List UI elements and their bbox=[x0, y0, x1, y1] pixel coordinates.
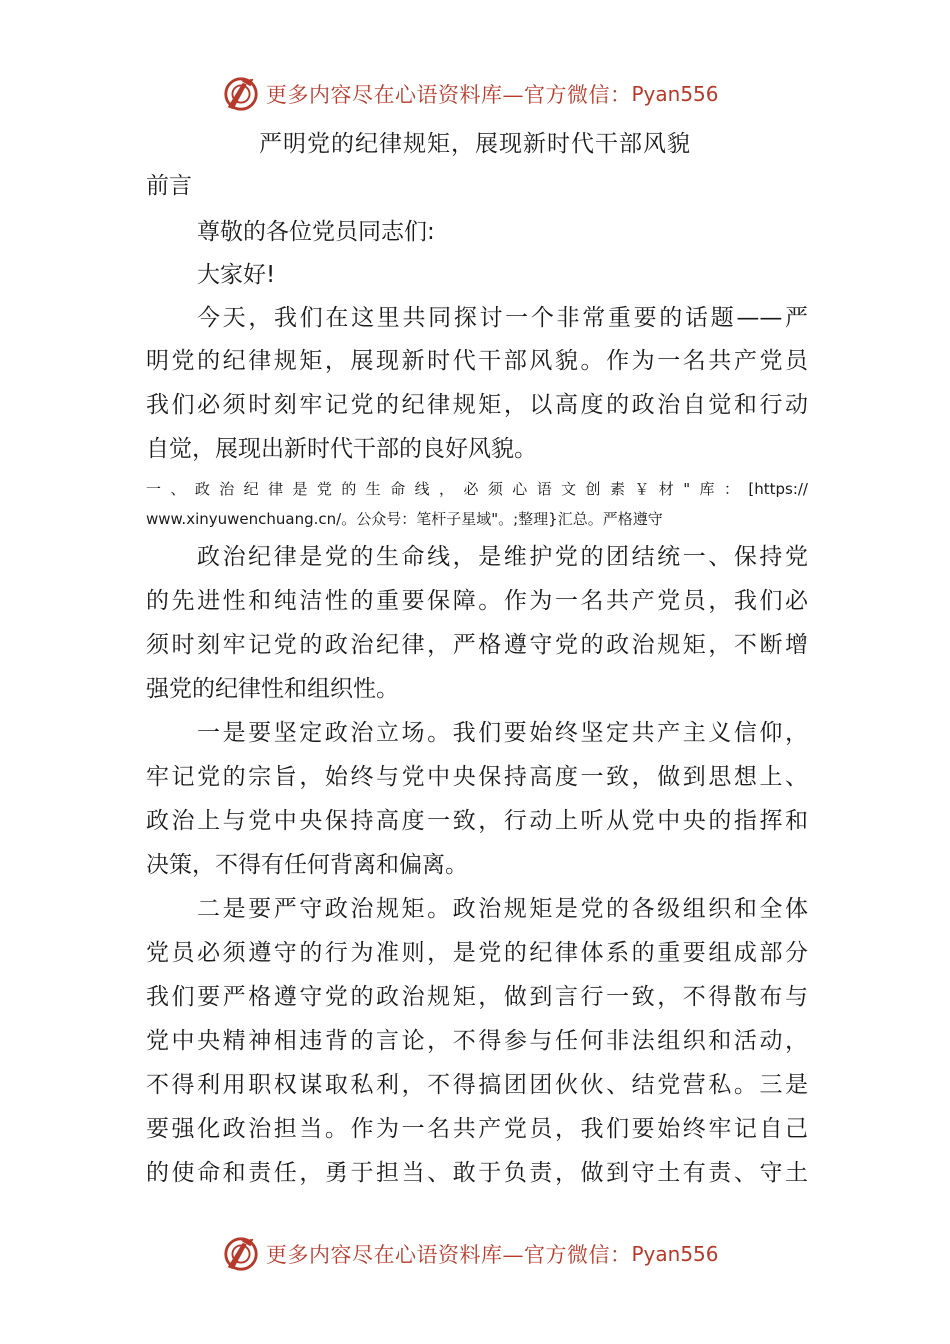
body-line: 今天，我们在这里共同探讨一个非常重要的话题——严 bbox=[197, 305, 808, 331]
salutation: 尊敬的各位党员同志们: bbox=[197, 219, 435, 245]
greeting: 大家好! bbox=[197, 262, 276, 288]
section-heading-line: www.xinyuwenchuang.cn/。公众号：笔杆子星域"。;整理}汇总。严格遵守 bbox=[146, 510, 663, 528]
document-title: 严明党的纪律规矩，展现新时代干部风貌 bbox=[259, 131, 691, 157]
body-line: 我们要严格遵守党的政治规矩，做到言行一致，不得散布与 bbox=[146, 984, 808, 1010]
body-line: 政治上与党中央保持高度一致，行动上听从党中央的指挥和 bbox=[146, 808, 808, 834]
body-line: 政治纪律是党的生命线，是维护党的团结统一、保持党 bbox=[197, 544, 808, 570]
body-line: 一是要坚定政治立场。我们要始终坚定共产主义信仰， bbox=[197, 720, 808, 746]
body-line: 强党的纪律性和组织性。 bbox=[146, 676, 399, 702]
body-line: 的先进性和纯洁性的重要保障。作为一名共产党员，我们必 bbox=[146, 588, 808, 614]
watermark-text: 更多内容尽在心语资料库—官方微信： bbox=[266, 1243, 632, 1267]
body-line: 党中央精神相违背的言论，不得参与任何非法组织和活动， bbox=[146, 1028, 808, 1054]
body-line: 要强化政治担当。作为一名共产党员，我们要始终牢记自己 bbox=[146, 1116, 808, 1142]
body-line: 的使命和责任，勇于担当、敢于负责，做到守土有责、守土 bbox=[146, 1160, 808, 1186]
body-line: 不得利用职权谋取私利，不得搞团团伙伙、结党营私。三是 bbox=[146, 1072, 808, 1098]
brand-logo-icon bbox=[222, 1235, 260, 1273]
body-line: 牢记党的宗旨，始终与党中央保持高度一致，做到思想上、 bbox=[146, 764, 808, 790]
body-line: 自觉，展现出新时代干部的良好风貌。 bbox=[146, 436, 537, 462]
body-line: 我们必须时刻牢记党的纪律规矩，以高度的政治自觉和行动 bbox=[146, 392, 808, 418]
header-watermark bbox=[222, 74, 719, 114]
preface-heading: 前言 bbox=[146, 173, 192, 199]
watermark-account: Pyan556 bbox=[631, 82, 719, 106]
body-line: 须时刻牢记党的政治纪律，严格遵守党的政治规矩，不断增 bbox=[146, 632, 808, 658]
body-line: 决策，不得有任何背离和偏离。 bbox=[146, 852, 468, 878]
watermark-text: 更多内容尽在心语资料库—官方微信： bbox=[266, 83, 632, 107]
watermark-account: Pyan556 bbox=[631, 1242, 719, 1266]
body-line: 明党的纪律规矩，展现新时代干部风貌。作为一名共产党员 bbox=[146, 348, 808, 374]
body-line: 党员必须遵守的行为准则，是党的纪律体系的重要组成部分 bbox=[146, 940, 808, 966]
brand-logo-icon bbox=[222, 75, 260, 113]
footer-watermark bbox=[222, 1234, 719, 1274]
body-line: 二是要严守政治规矩。政治规矩是党的各级组织和全体 bbox=[197, 896, 808, 922]
section-heading-line: 一、政治纪律是党的生命线，必须心语文创素￥材"库：[https:// bbox=[146, 480, 808, 498]
